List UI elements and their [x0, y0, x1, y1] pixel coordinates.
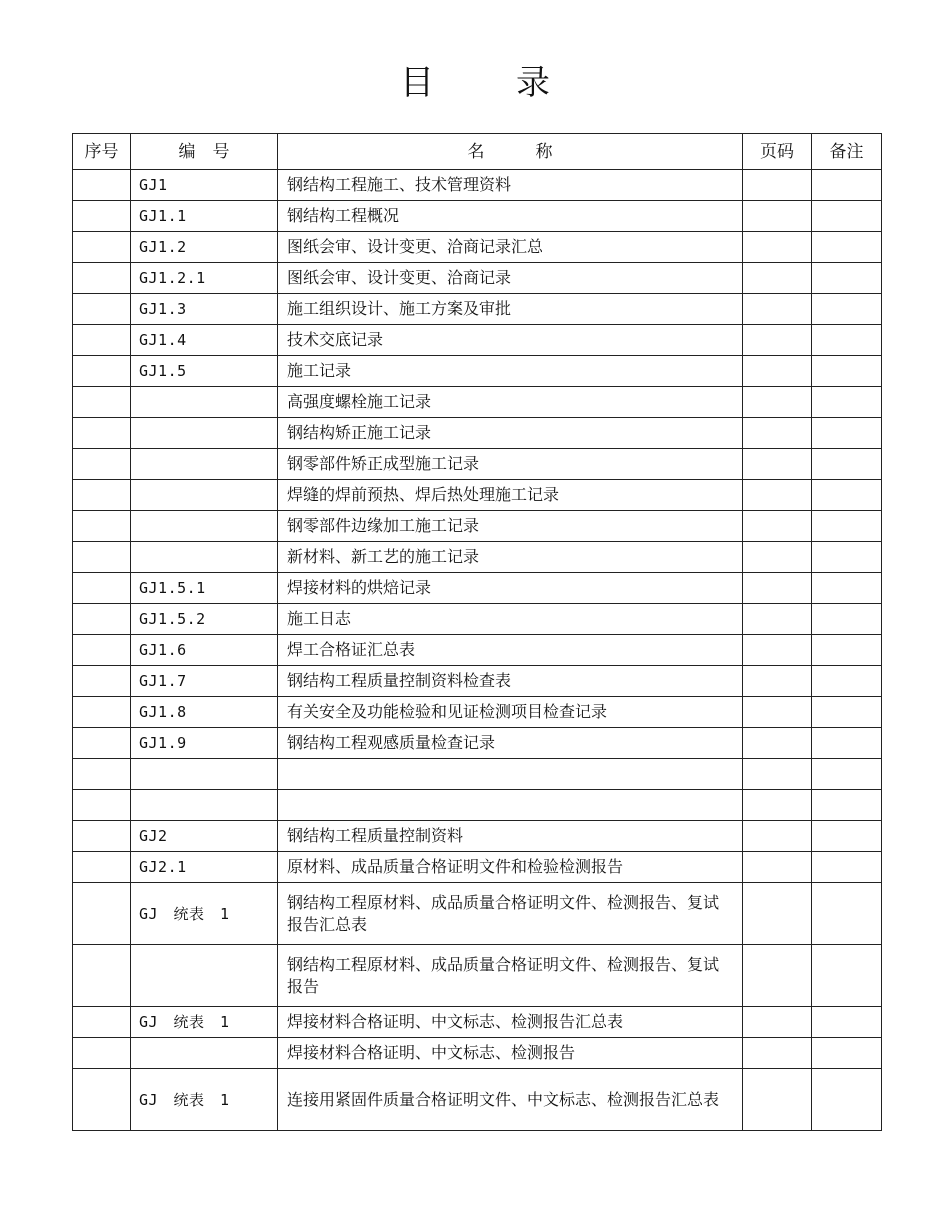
cell-note: [812, 635, 882, 666]
cell-code: GJ1.7: [131, 666, 278, 697]
cell-page: [743, 1007, 812, 1038]
cell-seq: [73, 728, 131, 759]
cell-seq: [73, 294, 131, 325]
cell-seq: [73, 821, 131, 852]
header-note: 备注: [812, 134, 882, 170]
cell-note: [812, 418, 882, 449]
cell-note: [812, 325, 882, 356]
table-row: [73, 1007, 882, 1038]
cell-code: [131, 542, 278, 573]
cell-page: [743, 418, 812, 449]
cell-name: 钢结构工程原材料、成品质量合格证明文件、检测报告、复试报告: [278, 945, 743, 1007]
cell-name: 焊缝的焊前预热、焊后热处理施工记录: [278, 480, 743, 511]
cell-page: [743, 790, 812, 821]
cell-seq: [73, 170, 131, 201]
cell-name: 有关安全及功能检验和见证检测项目检查记录: [278, 697, 743, 728]
table-row: [73, 170, 882, 201]
cell-name: 钢结构工程观感质量检查记录: [278, 728, 743, 759]
table-row: [73, 232, 882, 263]
cell-seq: [73, 356, 131, 387]
cell-page: [743, 1069, 812, 1131]
cell-code: GJ1.6: [131, 635, 278, 666]
table-row: [73, 728, 882, 759]
cell-code: GJ1.4: [131, 325, 278, 356]
table-row: [73, 945, 882, 1007]
cell-code: [131, 387, 278, 418]
cell-note: [812, 759, 882, 790]
cell-seq: [73, 1069, 131, 1131]
cell-seq: [73, 666, 131, 697]
cell-code: [131, 511, 278, 542]
cell-note: [812, 790, 882, 821]
table-row: [73, 666, 882, 697]
header-row: [73, 134, 882, 170]
cell-seq: [73, 697, 131, 728]
cell-name: 钢结构工程施工、技术管理资料: [278, 170, 743, 201]
cell-page: [743, 821, 812, 852]
cell-seq: [73, 883, 131, 945]
cell-page: [743, 542, 812, 573]
cell-seq: [73, 418, 131, 449]
cell-note: [812, 573, 882, 604]
cell-page: [743, 728, 812, 759]
cell-page: [743, 1038, 812, 1069]
table-row: [73, 573, 882, 604]
cell-name: 焊接材料合格证明、中文标志、检测报告汇总表: [278, 1007, 743, 1038]
cell-page: [743, 356, 812, 387]
cell-seq: [73, 387, 131, 418]
cell-page: [743, 883, 812, 945]
cell-note: [812, 1069, 882, 1131]
cell-page: [743, 697, 812, 728]
table-row: [73, 697, 882, 728]
header-name: 名 称: [278, 134, 743, 170]
cell-code: [131, 945, 278, 1007]
cell-page: [743, 325, 812, 356]
cell-page: [743, 449, 812, 480]
table-row: [73, 604, 882, 635]
cell-name: 焊接材料合格证明、中文标志、检测报告: [278, 1038, 743, 1069]
cell-note: [812, 263, 882, 294]
cell-code: GJ2: [131, 821, 278, 852]
cell-note: [812, 542, 882, 573]
cell-name: [278, 790, 743, 821]
table-row: [73, 790, 882, 821]
cell-code: GJ1: [131, 170, 278, 201]
cell-name: 施工日志: [278, 604, 743, 635]
cell-code: GJ1.8: [131, 697, 278, 728]
cell-name: 施工记录: [278, 356, 743, 387]
table-row: [73, 480, 882, 511]
cell-seq: [73, 511, 131, 542]
table-row: [73, 387, 882, 418]
cell-code: [131, 418, 278, 449]
cell-note: [812, 387, 882, 418]
table-row: [73, 542, 882, 573]
cell-name: 图纸会审、设计变更、洽商记录: [278, 263, 743, 294]
table-row: [73, 1069, 882, 1131]
cell-seq: [73, 480, 131, 511]
cell-code: [131, 790, 278, 821]
cell-note: [812, 883, 882, 945]
cell-code: GJ2.1: [131, 852, 278, 883]
cell-seq: [73, 945, 131, 1007]
table-row: [73, 852, 882, 883]
cell-note: [812, 666, 882, 697]
cell-seq: [73, 852, 131, 883]
cell-name: 钢结构矫正施工记录: [278, 418, 743, 449]
cell-name: 钢零部件矫正成型施工记录: [278, 449, 743, 480]
cell-note: [812, 294, 882, 325]
cell-name: 焊接材料的烘焙记录: [278, 573, 743, 604]
cell-name: 新材料、新工艺的施工记录: [278, 542, 743, 573]
cell-note: [812, 604, 882, 635]
cell-seq: [73, 449, 131, 480]
cell-note: [812, 821, 882, 852]
table-row: [73, 635, 882, 666]
cell-name: 图纸会审、设计变更、洽商记录汇总: [278, 232, 743, 263]
cell-code: GJ1.3: [131, 294, 278, 325]
cell-note: [812, 449, 882, 480]
cell-name: [278, 759, 743, 790]
cell-seq: [73, 635, 131, 666]
cell-seq: [73, 1007, 131, 1038]
header-code: 编 号: [131, 134, 278, 170]
cell-name: 高强度螺栓施工记录: [278, 387, 743, 418]
cell-name: 施工组织设计、施工方案及审批: [278, 294, 743, 325]
cell-page: [743, 232, 812, 263]
cell-page: [743, 387, 812, 418]
cell-note: [812, 511, 882, 542]
cell-page: [743, 170, 812, 201]
cell-code: GJ 统表 1: [131, 1007, 278, 1038]
cell-page: [743, 759, 812, 790]
cell-name: 钢结构工程质量控制资料检查表: [278, 666, 743, 697]
table-row: [73, 263, 882, 294]
table-row: [73, 356, 882, 387]
cell-code: GJ1.9: [131, 728, 278, 759]
cell-seq: [73, 325, 131, 356]
cell-page: [743, 294, 812, 325]
cell-code: GJ 统表 1: [131, 1069, 278, 1131]
cell-page: [743, 666, 812, 697]
cell-seq: [73, 573, 131, 604]
table-row: [73, 821, 882, 852]
cell-seq: [73, 201, 131, 232]
cell-note: [812, 852, 882, 883]
cell-code: [131, 480, 278, 511]
cell-name: 原材料、成品质量合格证明文件和检验检测报告: [278, 852, 743, 883]
cell-note: [812, 1038, 882, 1069]
cell-note: [812, 1007, 882, 1038]
toc-body: [73, 170, 882, 1131]
cell-note: [812, 728, 882, 759]
cell-code: [131, 759, 278, 790]
cell-page: [743, 635, 812, 666]
table-row: [73, 325, 882, 356]
cell-seq: [73, 604, 131, 635]
page-title: [0, 60, 950, 106]
cell-seq: [73, 542, 131, 573]
table-row: [73, 759, 882, 790]
cell-page: [743, 573, 812, 604]
header-page: 页码: [743, 134, 812, 170]
cell-code: GJ1.2: [131, 232, 278, 263]
cell-seq: [73, 759, 131, 790]
cell-name: 焊工合格证汇总表: [278, 635, 743, 666]
cell-note: [812, 480, 882, 511]
cell-name: 钢零部件边缘加工施工记录: [278, 511, 743, 542]
cell-note: [812, 201, 882, 232]
cell-name: 钢结构工程质量控制资料: [278, 821, 743, 852]
cell-page: [743, 263, 812, 294]
cell-code: GJ1.1: [131, 201, 278, 232]
cell-code: GJ1.5.2: [131, 604, 278, 635]
cell-page: [743, 945, 812, 1007]
cell-note: [812, 945, 882, 1007]
cell-code: GJ 统表 1: [131, 883, 278, 945]
table-row: [73, 201, 882, 232]
cell-note: [812, 170, 882, 201]
cell-seq: [73, 790, 131, 821]
cell-seq: [73, 232, 131, 263]
table-row: [73, 294, 882, 325]
cell-name: 钢结构工程概况: [278, 201, 743, 232]
cell-name: 连接用紧固件质量合格证明文件、中文标志、检测报告汇总表: [278, 1069, 743, 1131]
cell-seq: [73, 263, 131, 294]
cell-note: [812, 232, 882, 263]
cell-page: [743, 511, 812, 542]
toc-table: [72, 133, 882, 1131]
header-seq: 序号: [73, 134, 131, 170]
table-row: [73, 418, 882, 449]
cell-seq: [73, 1038, 131, 1069]
title-second-char: 录: [516, 63, 550, 103]
cell-page: [743, 480, 812, 511]
cell-code: GJ1.5: [131, 356, 278, 387]
cell-code: [131, 1038, 278, 1069]
cell-name: 技术交底记录: [278, 325, 743, 356]
cell-code: GJ1.5.1: [131, 573, 278, 604]
cell-note: [812, 697, 882, 728]
cell-page: [743, 201, 812, 232]
table-row: [73, 883, 882, 945]
cell-page: [743, 852, 812, 883]
cell-page: [743, 604, 812, 635]
cell-code: GJ1.2.1: [131, 263, 278, 294]
title-first-char: 目: [400, 63, 434, 103]
table-row: [73, 1038, 882, 1069]
table-row: [73, 511, 882, 542]
table-row: [73, 449, 882, 480]
cell-note: [812, 356, 882, 387]
cell-code: [131, 449, 278, 480]
cell-name: 钢结构工程原材料、成品质量合格证明文件、检测报告、复试报告汇总表: [278, 883, 743, 945]
